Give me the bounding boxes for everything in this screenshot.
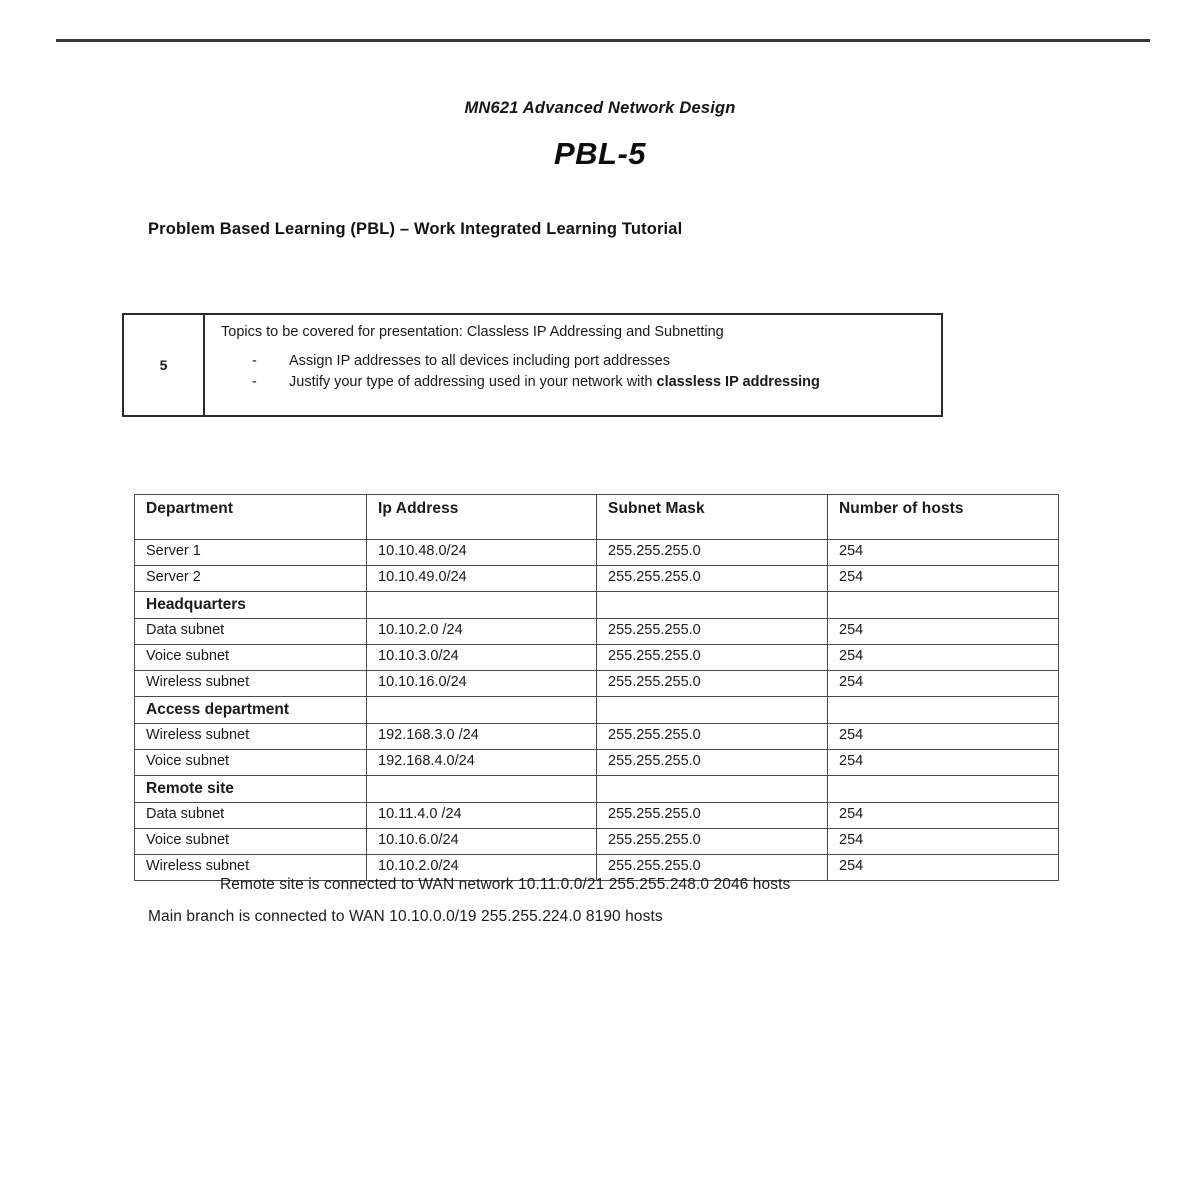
cell-hosts: 254 bbox=[828, 566, 1059, 592]
cell-ip: 10.10.16.0/24 bbox=[367, 671, 597, 697]
topics-bullet-list bbox=[221, 351, 929, 392]
cell-department: Voice subnet bbox=[135, 645, 367, 671]
table-section-row bbox=[135, 592, 1059, 619]
column-header-ip-address: Ip Address bbox=[367, 495, 597, 540]
cell-department: Voice subnet bbox=[135, 750, 367, 776]
topics-content bbox=[205, 315, 941, 415]
document-subject: MN621 Advanced Network Design bbox=[464, 99, 736, 117]
topics-bullet-emphasis: classless IP addressing bbox=[656, 374, 820, 391]
cell-mask: 255.255.255.0 bbox=[597, 566, 828, 592]
cell-ip: 10.11.4.0 /24 bbox=[367, 803, 597, 829]
cell-section-title: Access department bbox=[135, 697, 367, 724]
cell-ip: 10.10.49.0/24 bbox=[367, 566, 597, 592]
table-row bbox=[135, 671, 1059, 697]
cell-ip: 10.10.6.0/24 bbox=[367, 829, 597, 855]
cell-department: Voice subnet bbox=[135, 829, 367, 855]
cell-mask: 255.255.255.0 bbox=[597, 750, 828, 776]
table-header bbox=[135, 495, 1059, 540]
cell-ip: 10.10.48.0/24 bbox=[367, 540, 597, 566]
table-row bbox=[135, 619, 1059, 645]
cell-hosts: 254 bbox=[828, 724, 1059, 750]
cell-department: Wireless subnet bbox=[135, 855, 367, 881]
cell-department: Server 1 bbox=[135, 540, 367, 566]
note-remote-site-wan: Remote site is connected to WAN network 10.11.0.0/21 255.255.248.0 2046 hosts bbox=[220, 876, 791, 893]
topics-bullet-item bbox=[221, 351, 929, 371]
header-divider bbox=[56, 39, 1150, 42]
table-row bbox=[135, 829, 1059, 855]
cell-ip: 10.10.2.0/24 bbox=[367, 855, 597, 881]
cell-department: Data subnet bbox=[135, 803, 367, 829]
cell-mask: 255.255.255.0 bbox=[597, 645, 828, 671]
table-body bbox=[135, 540, 1059, 881]
cell-department: Wireless subnet bbox=[135, 671, 367, 697]
cell-mask: 255.255.255.0 bbox=[597, 803, 828, 829]
cell-department: Data subnet bbox=[135, 619, 367, 645]
cell-hosts: 254 bbox=[828, 619, 1059, 645]
cell-ip: 10.10.2.0 /24 bbox=[367, 619, 597, 645]
cell-mask: 255.255.255.0 bbox=[597, 671, 828, 697]
column-header-subnet-mask: Subnet Mask bbox=[597, 495, 828, 540]
cell-hosts: 254 bbox=[828, 855, 1059, 881]
cell-ip bbox=[367, 592, 597, 619]
cell-mask bbox=[597, 697, 828, 724]
topics-bullet-item bbox=[221, 372, 929, 392]
cell-mask: 255.255.255.0 bbox=[597, 619, 828, 645]
cell-ip bbox=[367, 697, 597, 724]
cell-hosts bbox=[828, 697, 1059, 724]
cell-mask: 255.255.255.0 bbox=[597, 855, 828, 881]
dash-marker: - bbox=[252, 353, 257, 370]
cell-section-title: Headquarters bbox=[135, 592, 367, 619]
table-header-row bbox=[135, 495, 1059, 540]
cell-hosts: 254 bbox=[828, 645, 1059, 671]
cell-department: Server 2 bbox=[135, 566, 367, 592]
topics-bullet-text: Justify your type of addressing used in your network with bbox=[289, 374, 657, 391]
document-heading: Problem Based Learning (PBL) – Work Integrated Learning Tutorial bbox=[148, 220, 683, 238]
cell-mask bbox=[597, 592, 828, 619]
table-row bbox=[135, 803, 1059, 829]
table-section-row bbox=[135, 776, 1059, 803]
ip-addressing-table bbox=[134, 494, 1059, 881]
column-header-department: Department bbox=[135, 495, 367, 540]
cell-hosts: 254 bbox=[828, 540, 1059, 566]
table-section-row bbox=[135, 697, 1059, 724]
cell-ip: 192.168.3.0 /24 bbox=[367, 724, 597, 750]
topics-box bbox=[122, 313, 943, 417]
cell-hosts bbox=[828, 776, 1059, 803]
cell-hosts: 254 bbox=[828, 750, 1059, 776]
cell-ip: 192.168.4.0/24 bbox=[367, 750, 597, 776]
table-row bbox=[135, 540, 1059, 566]
cell-hosts: 254 bbox=[828, 671, 1059, 697]
cell-mask: 255.255.255.0 bbox=[597, 829, 828, 855]
cell-section-title: Remote site bbox=[135, 776, 367, 803]
topics-number: 5 bbox=[124, 315, 205, 415]
cell-mask: 255.255.255.0 bbox=[597, 540, 828, 566]
cell-mask: 255.255.255.0 bbox=[597, 724, 828, 750]
topics-bullet-text: Assign IP addresses to all devices including port addresses bbox=[289, 353, 670, 370]
cell-hosts bbox=[828, 592, 1059, 619]
page-title: PBL-5 bbox=[553, 136, 647, 171]
cell-ip bbox=[367, 776, 597, 803]
note-main-branch-wan: Main branch is connected to WAN 10.10.0.0/19 255.255.224.0 8190 hosts bbox=[148, 908, 663, 925]
cell-hosts: 254 bbox=[828, 803, 1059, 829]
cell-hosts: 254 bbox=[828, 829, 1059, 855]
dash-marker: - bbox=[252, 374, 257, 391]
column-header-number-of-hosts: Number of hosts bbox=[828, 495, 1059, 540]
cell-mask bbox=[597, 776, 828, 803]
table-row bbox=[135, 566, 1059, 592]
cell-department: Wireless subnet bbox=[135, 724, 367, 750]
table-row bbox=[135, 645, 1059, 671]
table-row bbox=[135, 724, 1059, 750]
table-row bbox=[135, 750, 1059, 776]
cell-ip: 10.10.3.0/24 bbox=[367, 645, 597, 671]
topics-intro: Topics to be covered for presentation: Classless IP Addressing and Subnetting bbox=[221, 324, 724, 340]
